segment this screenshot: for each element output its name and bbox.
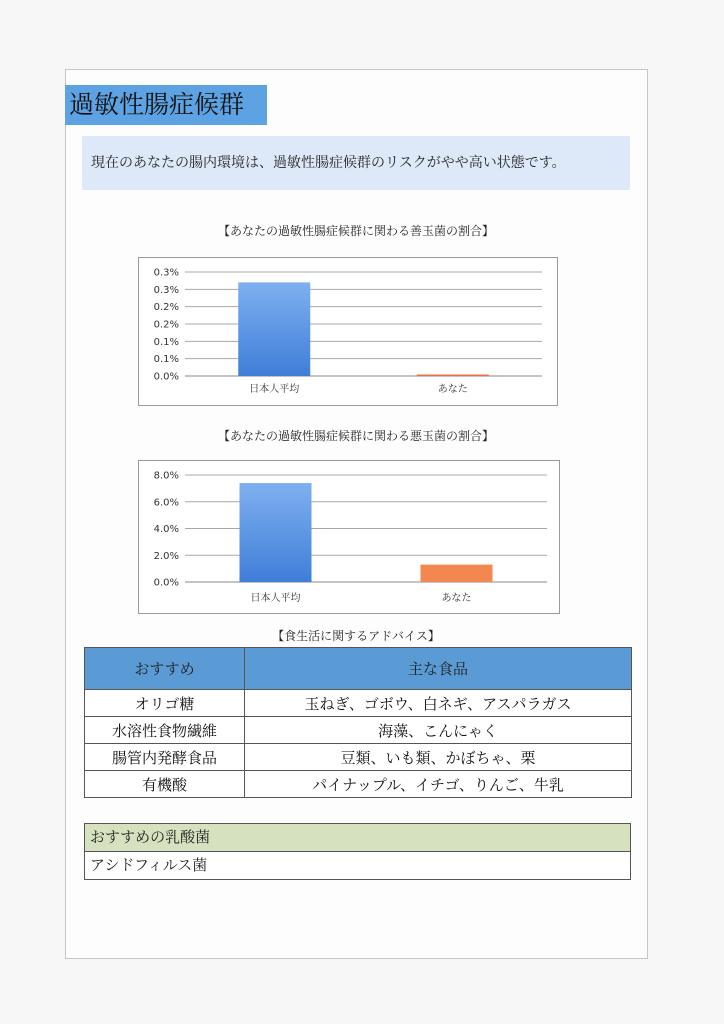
foods-cell: パイナップル、イチゴ、りんご、牛乳 <box>245 771 632 798</box>
lactic-acid-value: アシドフィルス菌 <box>85 852 630 879</box>
good-bacteria-bar <box>417 375 489 377</box>
recommendation-cell: 有機酸 <box>85 771 245 798</box>
bad-bacteria-bar <box>240 483 312 582</box>
advice-table-header <box>85 648 632 690</box>
good-bacteria-y-tick-label: 0.3% <box>153 284 179 296</box>
risk-summary <box>82 136 630 190</box>
lactic-acid-label: おすすめの乳酸菌 <box>85 824 630 852</box>
good-bacteria-chart-title: 【あなたの過敏性腸症候群に関わる善玉菌の割合】 <box>217 224 494 238</box>
advice-table <box>84 647 632 798</box>
table-row <box>85 717 632 744</box>
bad-bacteria-y-tick-label: 0.0% <box>153 577 179 589</box>
lactic-acid-box <box>84 823 631 880</box>
column-recommendation: おすすめ <box>85 648 245 690</box>
column-main-foods: 主な食品 <box>245 648 632 690</box>
bad-bacteria-category-label: あなた <box>441 593 472 604</box>
bad-bacteria-y-tick-label: 6.0% <box>153 497 179 509</box>
good-bacteria-y-tick-label: 0.1% <box>153 336 179 348</box>
good-bacteria-y-tick-label: 0.1% <box>153 354 179 366</box>
bad-bacteria-chart <box>138 460 560 614</box>
good-bacteria-category-label: 日本人平均 <box>249 384 300 395</box>
risk-summary-text: 現在のあなたの腸内環境は、過敏性腸症候群のリスクがやや高い状態です。 <box>91 155 566 171</box>
recommendation-cell: 水溶性食物繊維 <box>85 717 245 744</box>
good-bacteria-y-tick-label: 0.3% <box>153 267 179 279</box>
table-row <box>85 744 632 771</box>
bad-bacteria-category-label: 日本人平均 <box>250 593 301 604</box>
good-bacteria-category-label: あなた <box>437 384 468 395</box>
good-bacteria-chart-svg <box>139 258 559 407</box>
foods-cell: 玉ねぎ、ゴボウ、白ネギ、アスパラガス <box>245 690 632 717</box>
recommendation-cell: 腸管内発酵食品 <box>85 744 245 771</box>
good-bacteria-y-tick-label: 0.0% <box>153 371 179 383</box>
bad-bacteria-y-tick-label: 2.0% <box>153 550 179 562</box>
bad-bacteria-chart-svg <box>139 461 561 615</box>
bad-bacteria-chart-title: 【あなたの過敏性腸症候群に関わる悪玉菌の割合】 <box>217 429 494 443</box>
foods-cell: 海藻、こんにゃく <box>245 717 632 744</box>
table-row <box>85 690 632 717</box>
bad-bacteria-y-tick-label: 4.0% <box>153 524 179 535</box>
good-bacteria-bar <box>238 282 310 376</box>
good-bacteria-y-tick-label: 0.2% <box>153 302 179 314</box>
good-bacteria-y-tick-label: 0.2% <box>153 319 179 331</box>
bad-bacteria-y-tick-label: 8.0% <box>153 470 179 482</box>
page-title: 過敏性腸症候群 <box>65 85 267 125</box>
table-row <box>85 771 632 798</box>
bad-bacteria-bar <box>421 565 493 582</box>
good-bacteria-chart <box>138 257 558 406</box>
advice-title: 【食生活に関するアドバイス】 <box>272 629 440 643</box>
foods-cell: 豆類、いも類、かぼちゃ、栗 <box>245 744 632 771</box>
recommendation-cell: オリゴ糖 <box>85 690 245 717</box>
